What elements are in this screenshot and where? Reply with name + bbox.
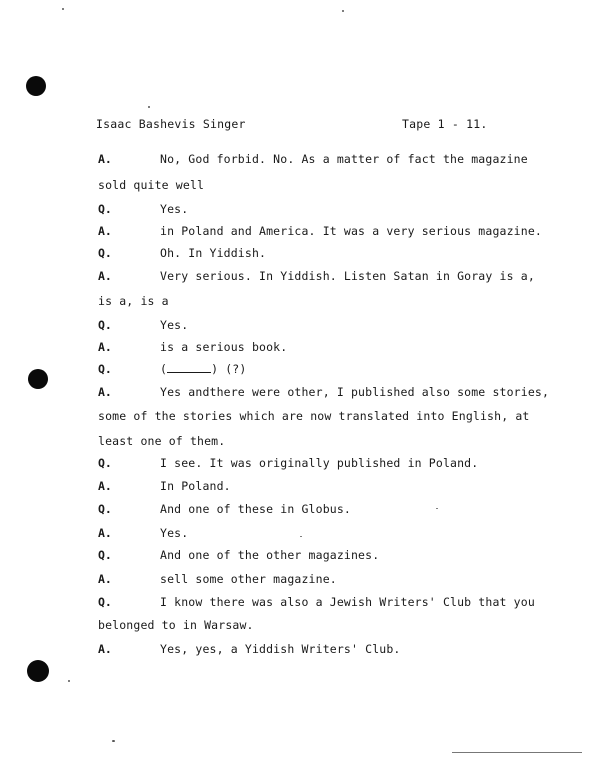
speaker-label: Q. [98,456,112,470]
transcript-line: In Poland. [160,479,231,493]
transcript-line: And one of the other magazines. [160,548,380,562]
scan-speck [342,10,344,12]
inaudible-blank [167,362,211,373]
transcript-line: sell some other magazine. [160,572,337,586]
transcript-line: Yes, yes, a Yiddish Writers' Club. [160,642,401,656]
tape-reference: Tape 1 - 11. [402,117,488,131]
scan-speck [68,680,70,682]
scan-speck [62,8,64,10]
speaker-label: Q. [98,362,112,376]
transcript-line: No, God forbid. No. As a matter of fact the magazine [160,152,528,166]
transcript-line: Yes. [160,526,189,540]
speaker-label: A. [98,526,112,540]
transcript-line: Oh. In Yiddish. [160,246,267,260]
transcript-continuation: is a, is a [98,294,169,308]
interviewee-name: Isaac Bashevis Singer [96,117,246,131]
scan-speck [436,508,438,509]
transcript-line: Very serious. In Yiddish. Listen Satan in Goray is a, [160,269,535,283]
scan-speck [148,106,150,108]
speaker-label: A. [98,572,112,586]
speaker-label: A. [98,642,112,656]
transcript-line: I know there was also a Jewish Writers' Club that you [160,595,535,609]
transcript-line: Yes andthere were other, I published also some stories, [160,385,550,399]
speaker-label: Q. [98,548,112,562]
speaker-label: A. [98,269,112,283]
binder-hole-middle [28,369,48,389]
speaker-label: Q. [98,595,112,609]
speaker-label: Q. [98,318,112,332]
transcript-line: Yes. [160,318,189,332]
scan-line-artifact [452,752,582,753]
speaker-label: A. [98,479,112,493]
open-paren: ( [160,362,168,376]
transcript-line: Yes. [160,202,189,216]
binder-hole-top [26,76,46,96]
transcript-continuation: sold quite well [98,178,205,192]
speaker-label: A. [98,340,112,354]
transcript-line: is a serious book. [160,340,288,354]
speaker-label: A. [98,152,112,166]
speaker-label: A. [98,385,112,399]
transcript-line-inaudible [160,362,246,376]
scan-speck [112,740,115,742]
speaker-label: Q. [98,502,112,516]
transcript-continuation: some of the stories which are now translated into English, at [98,409,530,423]
scan-speck [300,536,302,537]
transcript-continuation: belonged to in Warsaw. [98,618,254,632]
transcript-line: And one of these in Globus. [160,502,351,516]
speaker-label: A. [98,224,112,238]
close-paren-note: ) (?) [211,362,247,376]
speaker-label: Q. [98,202,112,216]
speaker-label: Q. [98,246,112,260]
transcript-line: I see. It was originally published in Poland. [160,456,479,470]
binder-hole-bottom [27,660,49,682]
transcript-continuation: least one of them. [98,434,226,448]
transcript-line: in Poland and America. It was a very serious magazine. [160,224,542,238]
